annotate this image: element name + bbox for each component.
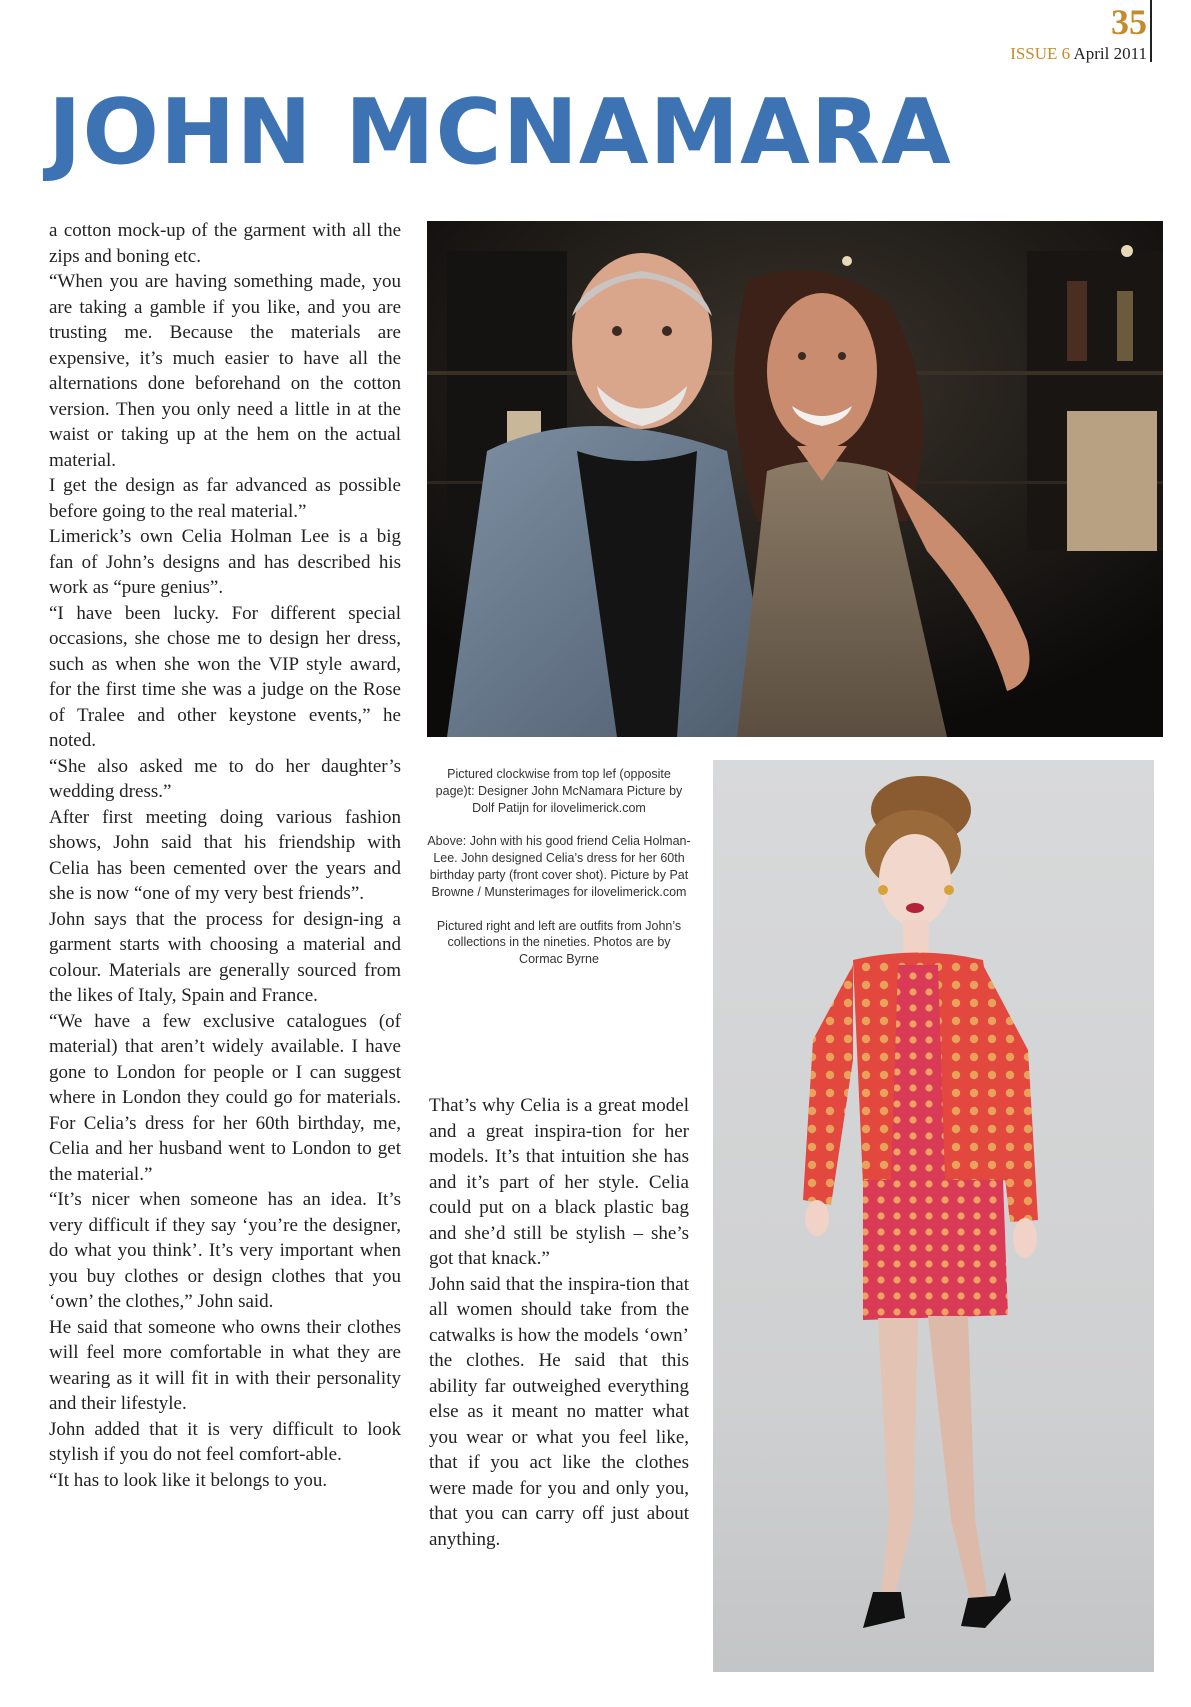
paragraph: After first meeting doing various fashion shows, John said that his friendship with Celia has been cemented over the years and she is now “one of my very best friends”. (49, 806, 401, 904)
caption-paragraph: Pictured clockwise from top lef (opposite page)t: Designer John McNamara Picture by Dolf Patijn for ilovelimerick.com (435, 767, 683, 815)
paragraph: John said that the inspira-tion that all women should take from the catwalks is how the models ‘own’ the clothes. He said that this ability far outweighed everything else as it meant no matter what you wear or what you feel like, that if you act like the clothes were made for you and only you, that you can carry off just about anything. (429, 1273, 689, 1550)
caption-paragraph: Pictured right and left are outfits from John’s collections in the nineties. Photos are by Cormac Byrne (436, 918, 682, 967)
paragraph: That’s why Celia is a great model and a great inspira-tion for her models. It’s that intuition she has and it’s part of her style. Celia could put on a black plastic bag and she’d still be stylish – she’s got that knack.” (429, 1095, 689, 1269)
paragraph: “We have a few exclusive catalogues (of material) that aren’t widely available. I have gone to London for people or I can suggest where in London they could go for materials. For Celia’s dress for her 60th birthday, me, Celia and her husband went to London to get the material.” (49, 1010, 401, 1185)
issue-date: April 2011 (1073, 44, 1147, 63)
page-number: 35 (1111, 2, 1147, 42)
paragraph: Limerick’s own Celia Holman Lee is a big fan of John’s designs and has described his work as “pure genius”. (49, 526, 401, 598)
article-title: JOHN MCNAMARA (48, 80, 952, 185)
photo-model-illustration (713, 760, 1154, 1672)
photo-john-and-celia (427, 221, 1163, 737)
paragraph: John says that the process for design-ing a garment starts with choosing a material and colour. Materials are generally sourced from the likes of Italy, Spain and France. (49, 908, 401, 1006)
photo-john-and-celia-illustration (427, 221, 1163, 737)
caption-paragraph: Above: John with his good friend Celia Holman-Lee. John designed Celia’s dress for her 60th birthday party (front cover shot). Picture by Pat Browne / Munsterimages for ilovelimerick.com (427, 834, 691, 899)
header-divider (1150, 0, 1152, 62)
paragraph: “When you are having something made, you are taking a gamble if you like, and you are trusting me. Because the materials are expensive, it’s much easier to have all the alternations done beforehand on the cotton version. Then you only need a little in at the waist or taking up at the hem on the actual material. (49, 271, 401, 471)
left-text-column (49, 218, 401, 1493)
photo-model-polka-dot-suit (713, 760, 1154, 1672)
issue-line (1010, 44, 1147, 64)
paragraph: John added that it is very difficult to look stylish if you do not feel comfort-able. (49, 1418, 401, 1465)
paragraph: a cotton mock-up of the garment with all the zips and boning etc. (49, 220, 401, 267)
photo-caption (427, 766, 691, 985)
paragraph: “She also asked me to do her daughter’s wedding dress.” (49, 755, 401, 802)
paragraph: “It’s nicer when someone has an idea. It’s very difficult if they say ‘you’re the designer, do what you think’. It’s very important when you buy clothes or design clothes that you ‘own’ the clothes,” John said. (49, 1189, 401, 1312)
middle-text-column (429, 1093, 689, 1552)
paragraph: “I have been lucky. For different special occasions, she chose me to design her dress, such as when she won the VIP style award, for the first time she was a judge on the Rose of Tralee and other keystone events,” he noted. (49, 602, 401, 751)
paragraph: He said that someone who owns their clothes will feel more comfortable in what they are wearing as it will fit in with their personality and their lifestyle. (49, 1316, 401, 1414)
issue-label: ISSUE 6 (1010, 44, 1071, 63)
paragraph: I get the design as far advanced as possible before going to the real material.” (49, 475, 401, 522)
paragraph: “It has to look like it belongs to you. (49, 1469, 328, 1491)
